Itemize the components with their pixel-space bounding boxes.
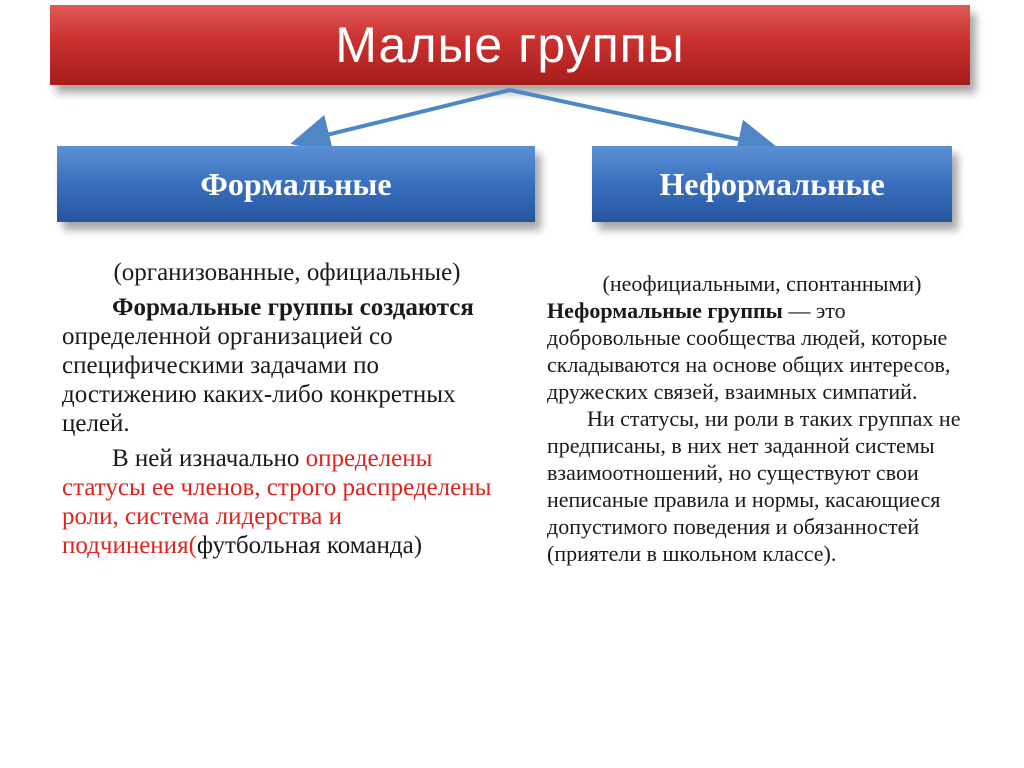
formal-box (57, 146, 535, 222)
formal-paragraph-2 (62, 444, 512, 560)
formal-highlight: определены статусы ее членов, строго распределены роли, система лидерства и подчинения (62, 445, 492, 559)
informal-paragraph-2: Ни статусы, ни роли в таких группах не предписаны, в них нет заданной системы взаимоотношений, но существуют свои неписаные правила и нормы, касающиеся допустимого поведения и обязанностей (приятели в школьном классе). (547, 406, 961, 566)
formal-example: футбольная команда) (196, 532, 423, 559)
informal-subtitle: (неофициальными, спонтанными) (602, 271, 922, 296)
informal-heading: Неформальные (659, 165, 885, 202)
informal-paragraph-1 (547, 297, 977, 405)
formal-definition: определенной организацией со специфическими задачами по достижению каких-либо конкретных целей. (62, 323, 456, 437)
informal-description (547, 270, 977, 567)
formal-paragraph-1 (62, 293, 512, 438)
formal-paren: ( (188, 532, 197, 559)
arrow-to-informal (510, 90, 770, 146)
formal-subtitle: (организованные, официальные) (113, 259, 461, 286)
informal-box (592, 146, 952, 222)
formal-p2-start: В ней изначально (112, 445, 306, 472)
formal-heading: Формальные (200, 165, 392, 202)
page-title: Малые группы (335, 17, 685, 73)
informal-definition: — это добровольные сообщества людей, которые складываются на основе общих интересов, дружеских связей, взаимных симпатий. (547, 298, 951, 404)
formal-description (62, 258, 512, 560)
informal-term: Неформальные группы (547, 298, 783, 323)
formal-term: Формальные группы создаются (112, 294, 474, 321)
arrow-to-formal (298, 90, 510, 142)
